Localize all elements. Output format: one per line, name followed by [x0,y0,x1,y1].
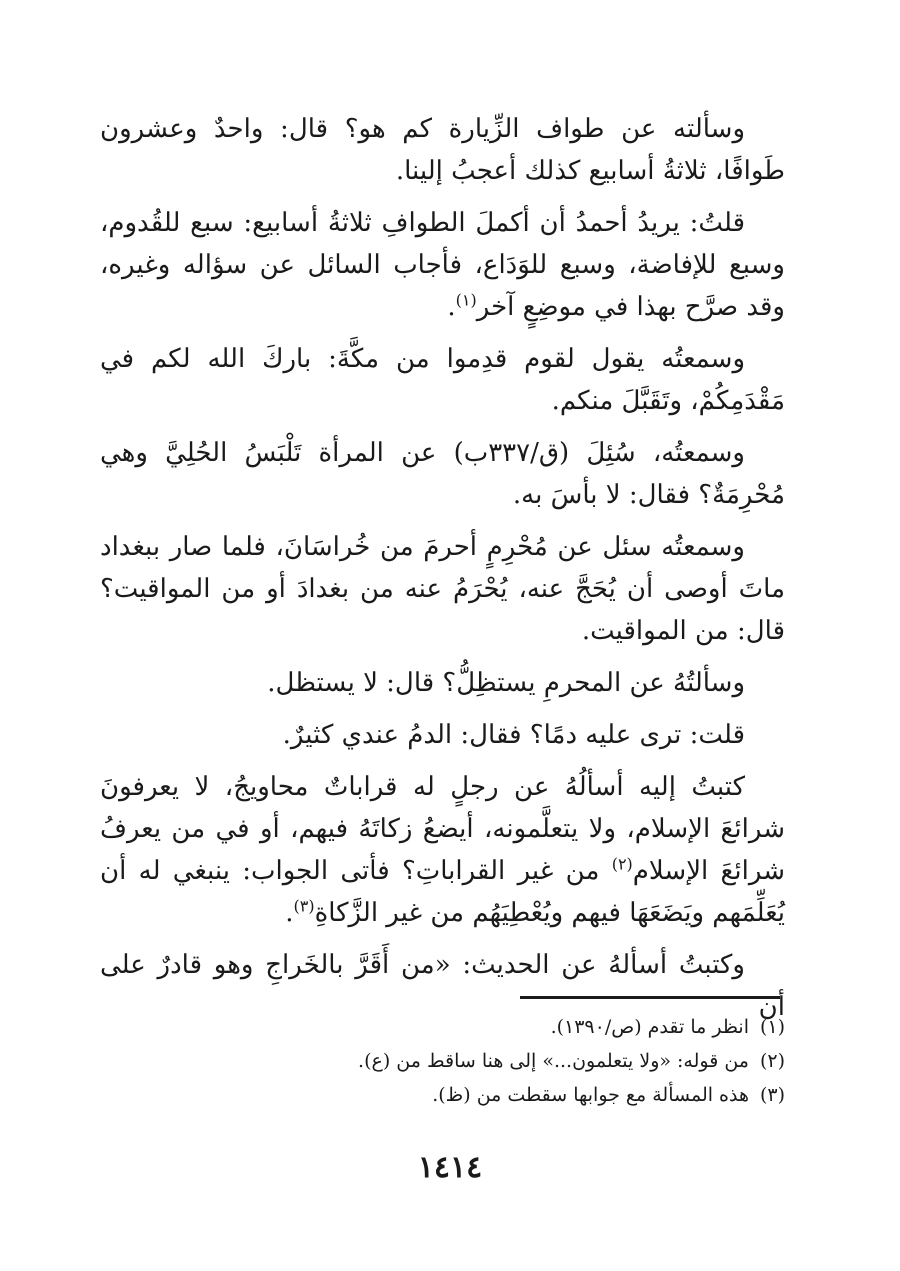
footnote-text: من قوله: «ولا يتعلمون...» إلى هنا ساقط من (ع). [358,1050,749,1072]
footnote-ref-3[interactable]: (٣) [293,896,315,916]
footnote-ref-1[interactable]: (١) [455,290,477,310]
footnote-text: هذه المسألة مع جوابها سقطت من (ظ). [432,1084,749,1106]
footnotes [300,1010,785,1112]
footnote-1 [300,1010,785,1044]
paragraph-tawaf: وسألته عن طواف الزِّيارة كم هو؟ قال: واحدٌ وعشرون طَوافًا، ثلاثةُ أسابيع كذلك أعجبُ إلينا. [100,114,785,186]
footnote-text: انظر ما تقدم (ص/١٣٩٠). [550,1016,749,1038]
footnote-number: (٣) [759,1084,785,1106]
footnote-ref-2[interactable]: (٢) [611,854,633,874]
paragraph-dam: قلت: ترى عليه دمًا؟ فقال: الدمُ عندي كثيرٌ. [282,720,745,750]
footnote-3 [300,1078,785,1112]
paragraph-huliy: وسمعتُه، سُئِلَ (ق/٣٣٧ب) عن المرأة تَلْبَسُ الحُلِيَّ وهي مُحْرِمَةٌ؟ فقال: لا بأسَ به. [100,438,785,510]
paragraph-yastazil: وسألتُهُ عن المحرمِ يستظِلُّ؟ قال: لا يستظل. [267,668,745,698]
footnote-2 [300,1044,785,1078]
paragraph-kharaj: وكتبتُ أسألهُ عن الحديث: «من أَقَرَّ بالخَراجِ وهو قادرٌ على أن [100,950,785,1022]
paragraph-khurasan: وسمعتُه سئل عن مُحْرِمٍ أحرمَ من خُراسَانَ، فلما صار ببغداد ماتَ أوصى أن يُحَجَّ عنه، يُحْرَمُ عنه من بغدادَ أو من المواقيت؟ قال: من المواقيت. [100,532,785,646]
main-text [100,108,785,1038]
footnote-number: (١) [759,1016,785,1038]
page-number: ١٤١٤ [417,1150,483,1185]
paragraph-qultu: قلتُ: يريدُ أحمدُ أن أكملَ الطوافِ ثلاثةُ أسابيع: سبع للقُدوم، وسبع للإفاضة، وسبع للوَدَاع، فأجاب السائل عن سؤاله وغيره، وقد صرَّح بهذا في موضِعٍ آخر$^{(١)}$. [100,208,785,322]
paragraph-makkah: وسمعتُه يقول لقوم قدِموا من مكَّةَ: باركَ الله لكم في مَقْدَمِكُمْ، وتَقَبَّلَ منكم. [100,344,785,416]
paragraph-zakat: كتبتُ إليه أسألُهُ عن رجلٍ له قراباتٌ محاويجُ، لا يعرفونَ شرائعَ الإسلام، ولا يتعلَّمونه، أيضعُ زكاتَهُ فيهم، أو في من يعرفُ شرائعَ الإسلام$^{(٢)}$ من غير القراباتِ؟ فأتى الجواب: ينبغي له أن يُعَلِّمَهم ويَضَعَهَا فيهم ويُعْطِيَهُم من غير الزَّكاةِ$^{(٣)}$. [100,772,785,928]
footnote-divider [520,996,780,999]
footnote-number: (٢) [759,1050,785,1072]
